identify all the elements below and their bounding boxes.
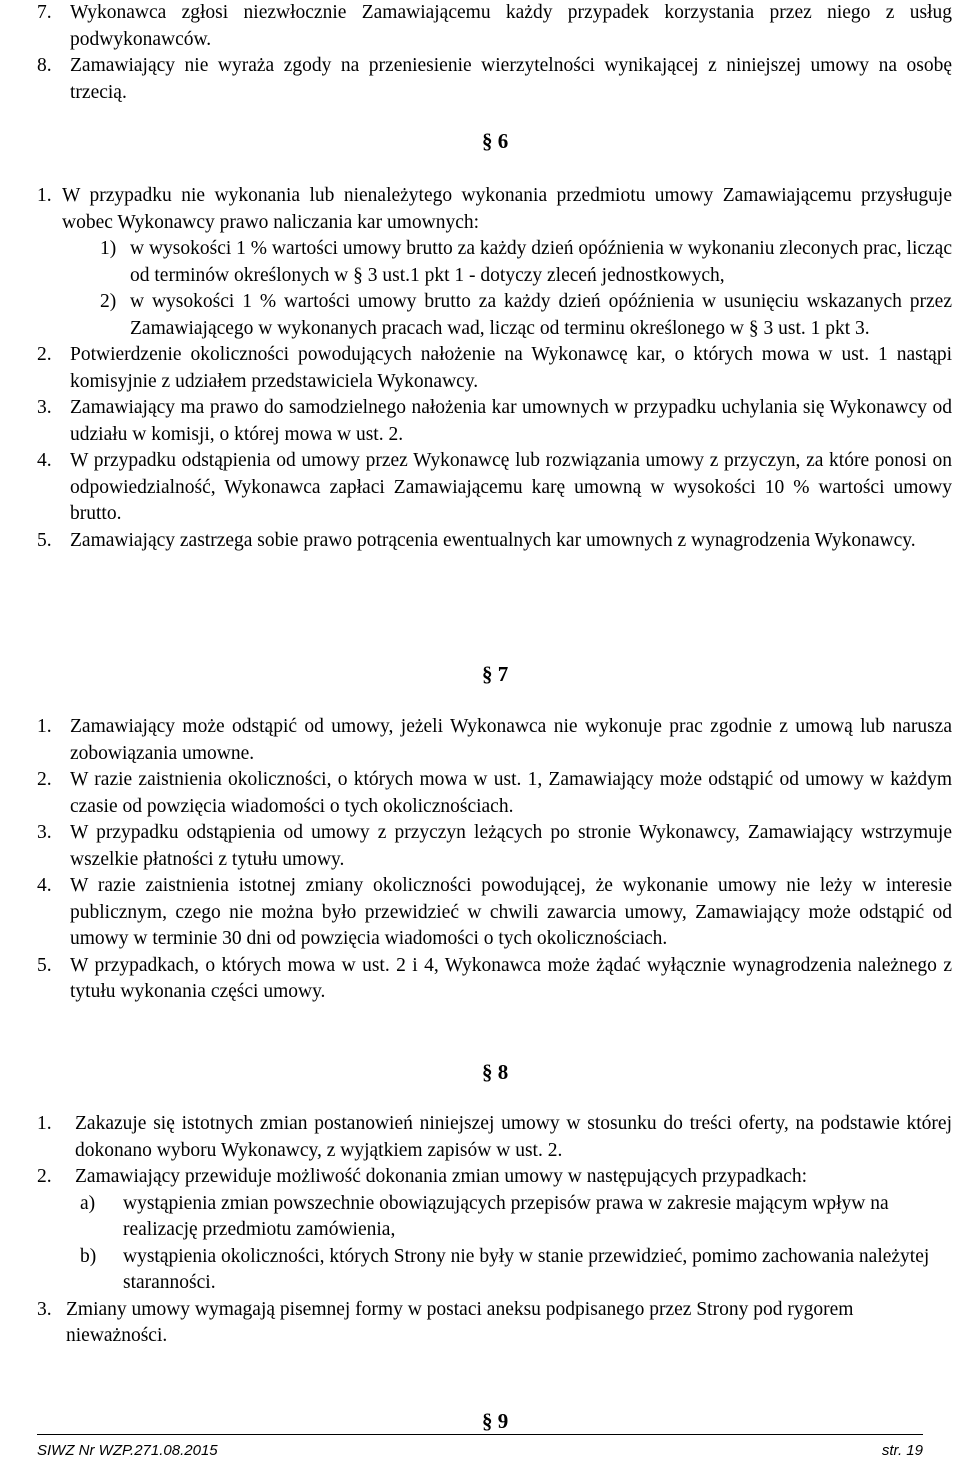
item-text: wystąpienia okoliczności, których Strony nie były w stanie przewidzieć, pomimo zachowania należytej staranności. <box>123 1245 930 1293</box>
item-text: w wysokości 1 % wartości umowy brutto za każdy dzień opóźnienia w usunięciu wskazanych przez Zamawiającego w wykonanych pracach wad, licząc od terminu określonego w § 3 ust. 1 pkt 3. <box>130 291 952 339</box>
list-item <box>0 183 960 236</box>
item-text: Zakazuje się istotnych zmian postanowień niniejszej umowy w stosunku do treści oferty, na podstawie której dokonano wyboru Wykonawcy, z wyjątkiem zapisów w ust. 2. <box>75 1113 952 1161</box>
item-text: Potwierdzenie okoliczności powodujących nałożenie na Wykonawcę kar, o których mowa w ust. 1 nastąpi komisyjnie z udziałem przedstawiciela Wykonawcy. <box>70 344 952 392</box>
list-item <box>0 395 960 448</box>
section-title: § 7 <box>482 662 509 686</box>
section-title: § 9 <box>482 1409 509 1433</box>
list-item <box>0 953 960 1006</box>
item-text: Zamawiający nie wyraża zgody na przeniesienie wierzytelności wynikającej z niniejszej umowy na osobę trzecią. <box>70 55 952 103</box>
item-number: 5. <box>37 529 52 551</box>
item-number: 7. <box>37 2 52 23</box>
section-title: § 8 <box>482 1060 509 1084</box>
item-text: Zamawiający zastrzega sobie prawo potrącenia ewentualnych kar umownych z wynagrodzenia Wykonawcy. <box>70 529 916 551</box>
list-item <box>0 0 960 53</box>
item-number: 1. <box>37 185 52 206</box>
item-number: 4. <box>37 875 52 896</box>
alpha-item <box>0 1191 960 1244</box>
item-text: W razie zaistnienia istotnej zmiany okoliczności powodującej, że wykonanie umowy nie leży w interesie publicznym, czego nie można było przewidzieć w chwili zawarcia umowy, Zamawiający może odstąpić od umowy w terminie 30 dni od powzięcia wiadomości o tych okolicznościach. <box>70 875 952 949</box>
item-text: W przypadku odstąpienia od umowy przez Wykonawcę lub rozwiązania umowy z przyczyn, za które ponosi on odpowiedzialność, Wykonawca zapłaci Zamawiającemu karę umowną w wysokości 10 % wartości umowy brutto. <box>70 450 952 524</box>
footer-document-id: SIWZ Nr WZP.271.08.2015 <box>37 1442 218 1459</box>
footer-page-number: str. 19 <box>881 1442 923 1459</box>
item-number: 5. <box>37 954 52 976</box>
top-items <box>0 0 960 106</box>
item-text: W przypadku nie wykonania lub nienależytego wykonania przedmiotu umowy Zamawiającemu przysługuje wobec Wykonawcy prawo naliczania kar umownych: <box>62 185 952 233</box>
list-item <box>0 1164 960 1191</box>
item-number: 2) <box>100 291 117 312</box>
list-item <box>0 873 960 953</box>
item-number: 1) <box>100 238 117 259</box>
list-item <box>0 1111 960 1164</box>
list-item <box>0 528 960 555</box>
section-title: § 6 <box>482 129 509 153</box>
item-number: 8. <box>37 55 52 76</box>
item-number: 3. <box>37 1298 52 1320</box>
item-text: W przypadku odstąpienia od umowy z przyczyn leżących po stronie Wykonawcy, Zamawiający wstrzymuje wszelkie płatności z tytułu umowy. <box>70 822 952 870</box>
section-7-body <box>0 714 960 1006</box>
item-number: 2. <box>37 769 52 790</box>
item-number: 2. <box>37 1166 52 1187</box>
alpha-item <box>0 1244 960 1297</box>
section-6-body <box>0 183 960 554</box>
item-text: wystąpienia zmian powszechnie obowiązujących przepisów prawa w zakresie mającym wpływ na realizację przedmiotu zamówienia, <box>123 1192 889 1240</box>
item-text: Zamawiający ma prawo do samodzielnego nałożenia kar umownych w przypadku uchylania się Wykonawcy od udziału w komisji, o której mowa w ust. 2. <box>70 397 952 445</box>
item-text: Zmiany umowy wymagają pisemnej formy w postaci aneksu podpisanego przez Strony pod rygorem nieważności. <box>66 1298 854 1346</box>
item-number: 4. <box>37 450 52 471</box>
item-text: Wykonawca zgłosi niezwłocznie Zamawiającemu każdy przypadek korzystania przez niego z usług podwykonawców. <box>70 2 952 50</box>
item-text: W przypadkach, o których mowa w ust. 2 i 4, Wykonawca może żądać wyłącznie wynagrodzenia należnego z tytułu wykonania części umowy. <box>70 954 952 1002</box>
item-text: Zamawiający może odstąpić od umowy, jeżeli Wykonawca nie wykonuje prac zgodnie z umową lub narusza zobowiązania umowne. <box>70 716 952 764</box>
section-8-body <box>0 1111 960 1350</box>
item-number: 1. <box>37 716 52 737</box>
page-footer <box>37 1434 923 1459</box>
list-item <box>0 714 960 767</box>
item-text: Zamawiający przewiduje możliwość dokonania zmian umowy w następujących przypadkach: <box>75 1166 808 1187</box>
item-number: b) <box>80 1245 97 1267</box>
sub-item <box>0 236 960 289</box>
list-item <box>0 342 960 395</box>
item-number: 1. <box>37 1113 52 1134</box>
item-text: W razie zaistnienia okoliczności, o których mowa w ust. 1, Zamawiający może odstąpić od umowy w każdym czasie od powzięcia wiadomości o tych okolicznościach. <box>70 769 952 817</box>
item-number: a) <box>80 1192 96 1214</box>
list-item <box>0 53 960 106</box>
sub-item <box>0 289 960 342</box>
list-item <box>0 448 960 528</box>
item-text: w wysokości 1 % wartości umowy brutto za każdy dzień opóźnienia w wykonaniu zleconych prac, licząc od terminów określonych w § 3 ust.1 pkt 1 - dotyczy zleceń jednostkowych, <box>130 238 952 286</box>
list-item <box>0 820 960 873</box>
list-item <box>0 1297 960 1350</box>
item-number: 3. <box>37 822 52 843</box>
item-number: 3. <box>37 397 52 418</box>
item-number: 2. <box>37 344 52 365</box>
list-item <box>0 767 960 820</box>
